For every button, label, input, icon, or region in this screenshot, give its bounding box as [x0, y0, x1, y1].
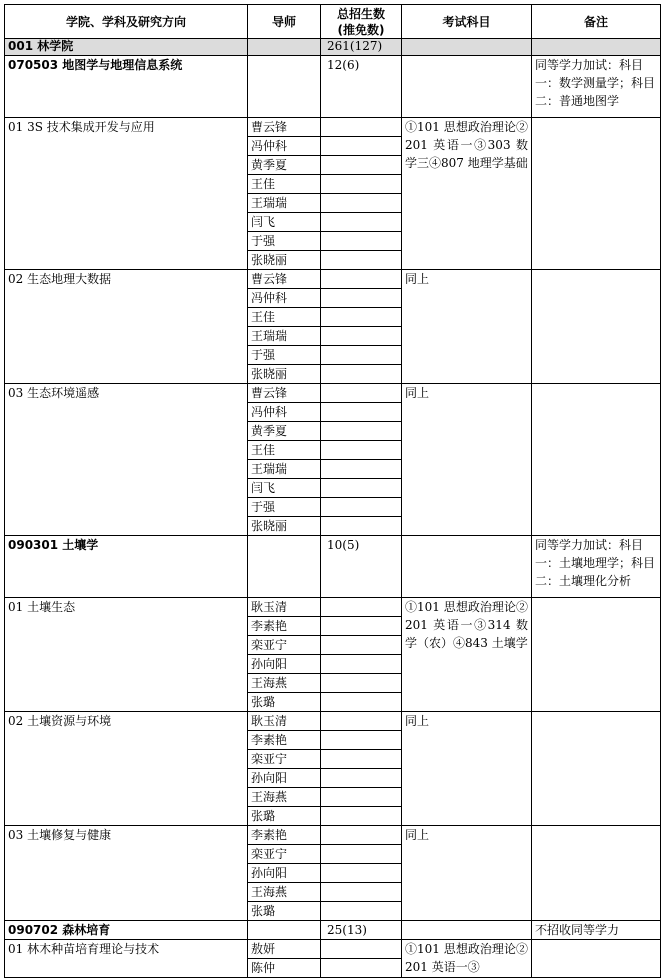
discipline-note: 同等学力加试：科目一：土壤地理学；科目二：土壤理化分析 [532, 536, 661, 598]
advisor-name: 黄季夏 [248, 422, 321, 441]
advisor-name: 曹云锋 [248, 384, 321, 403]
direction-name: 02 生态地理大数据 [5, 270, 248, 384]
advisor-name: 闫飞 [248, 479, 321, 498]
advisor-name: 张璐 [248, 902, 321, 921]
advisor-name: 张璐 [248, 807, 321, 826]
advisor-name: 张晓丽 [248, 365, 321, 384]
advisor-name: 孙向阳 [248, 769, 321, 788]
direction-name: 03 土壤修复与健康 [5, 826, 248, 921]
advisor-name: 王佳 [248, 175, 321, 194]
advisor-name: 于强 [248, 498, 321, 517]
discipline-quota: 25(13) [321, 921, 402, 940]
header-note: 备注 [532, 5, 661, 39]
advisor-name: 耿玉清 [248, 712, 321, 731]
discipline-note: 同等学力加试：科目一：数学测量学；科目二：普通地图学 [532, 56, 661, 118]
direction-name: 03 生态环境遥感 [5, 384, 248, 536]
advisor-name: 曹云锋 [248, 118, 321, 137]
advisor-name: 冯仲科 [248, 137, 321, 156]
advisor-name: 冯仲科 [248, 403, 321, 422]
header-direction: 学院、学科及研究方向 [5, 5, 248, 39]
school-quota: 261(127) [321, 39, 402, 56]
advisor-name: 孙向阳 [248, 655, 321, 674]
advisor-name: 王瑞瑞 [248, 460, 321, 479]
discipline-title: 090301 土壤学 [5, 536, 248, 598]
advisor-name: 王海燕 [248, 788, 321, 807]
advisor-name: 王佳 [248, 441, 321, 460]
advisor-name: 张晓丽 [248, 517, 321, 536]
discipline-quota: 12(6) [321, 56, 402, 118]
advisor-name: 冯仲科 [248, 289, 321, 308]
advisor-name: 张璐 [248, 693, 321, 712]
advisor-name: 孙向阳 [248, 864, 321, 883]
advisor-name: 李素艳 [248, 617, 321, 636]
direction-name: 02 土壤资源与环境 [5, 712, 248, 826]
exam-subjects: ①101 思想政治理论②201 英语一③303 数学三④807 地理学基础 [402, 118, 532, 270]
advisor-name: 张晓丽 [248, 251, 321, 270]
advisor-name: 王佳 [248, 308, 321, 327]
advisor-name: 栾亚宁 [248, 845, 321, 864]
advisor-name: 于强 [248, 232, 321, 251]
advisor-name: 耿玉清 [248, 598, 321, 617]
school-name: 001 林学院 [5, 39, 248, 56]
discipline-note: 不招收同等学力 [532, 921, 661, 940]
enrollment-table [4, 4, 661, 978]
advisor-name: 陈仲 [248, 959, 321, 978]
advisor-name: 栾亚宁 [248, 636, 321, 655]
discipline-quota: 10(5) [321, 536, 402, 598]
advisor-name: 于强 [248, 346, 321, 365]
advisor-name: 黄季夏 [248, 156, 321, 175]
header-exam: 考试科目 [402, 5, 532, 39]
advisor-name: 闫飞 [248, 213, 321, 232]
advisor-name: 敖妍 [248, 940, 321, 959]
direction-name: 01 林木种苗培育理论与技术 [5, 940, 248, 978]
header-advisor: 导师 [248, 5, 321, 39]
discipline-title: 070503 地图学与地理信息系统 [5, 56, 248, 118]
advisor-name: 王瑞瑞 [248, 194, 321, 213]
exam-subjects: ①101 思想政治理论②201 英语一③ [402, 940, 532, 978]
exam-subjects: ①101 思想政治理论②201 英语一③314 数学（农）④843 土壤学 [402, 598, 532, 712]
exam-subjects: 同上 [402, 712, 532, 826]
advisor-name: 曹云锋 [248, 270, 321, 289]
advisor-name: 李素艳 [248, 826, 321, 845]
header-quota: 总招生数 (推免数) [321, 5, 402, 39]
advisor-name: 李素艳 [248, 731, 321, 750]
exam-subjects: 同上 [402, 384, 532, 536]
advisor-name: 王海燕 [248, 674, 321, 693]
advisor-name: 王海燕 [248, 883, 321, 902]
exam-subjects: 同上 [402, 270, 532, 384]
direction-name: 01 3S 技术集成开发与应用 [5, 118, 248, 270]
advisor-name: 栾亚宁 [248, 750, 321, 769]
advisor-name: 王瑞瑞 [248, 327, 321, 346]
direction-name: 01 土壤生态 [5, 598, 248, 712]
discipline-title: 090702 森林培育 [5, 921, 248, 940]
exam-subjects: 同上 [402, 826, 532, 921]
